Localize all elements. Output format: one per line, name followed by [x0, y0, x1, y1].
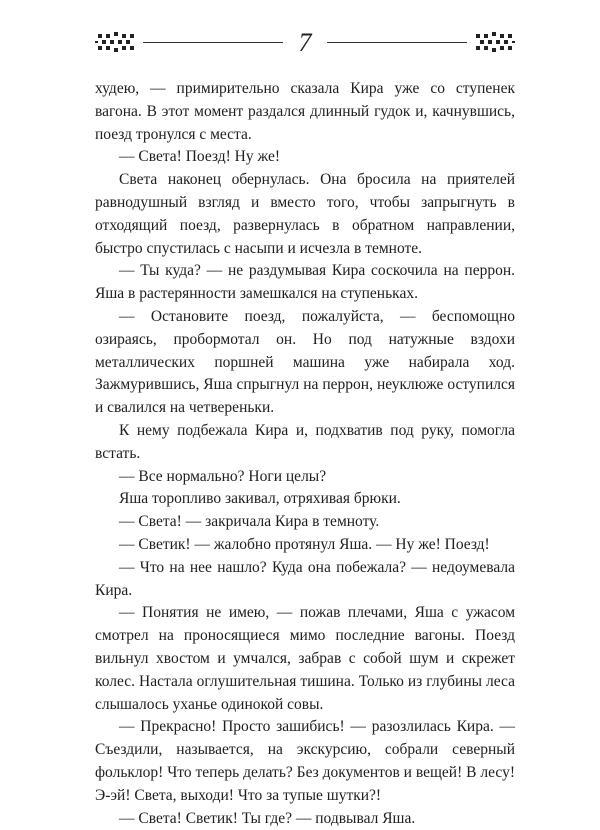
- paragraph: — Света! Светик! Ты где? — подвывал Яша.: [95, 808, 515, 830]
- page-header: [95, 26, 515, 60]
- paragraph: — Света! — закричала Кира в темноту.: [95, 511, 515, 534]
- page-body: [95, 78, 515, 830]
- paragraph: — Светик! — жалобно протянул Яша. — Ну же! Поезд!: [95, 534, 515, 557]
- header-rule-right: [327, 42, 467, 43]
- paragraph: худею, — примирительно сказала Кира уже со ступенек вагона. В этот момент раздался длинный гудок и, качнувшись, поезд тронулся с места.: [95, 78, 515, 146]
- paragraph: — Света! Поезд! Ну же!: [95, 146, 515, 169]
- paragraph: — Все нормально? Ноги целы?: [95, 466, 515, 489]
- folk-ornament-icon: [473, 28, 515, 58]
- paragraph: — Понятия не имею, — пожав плечами, Яша с ужасом смотрел на проносящиеся мимо последние вагоны. Поезд вильнул хвостом и умчался, забрав с собой шум и скрежет колес. Настала оглушительная тишина. Только из глубины леса слышалось уханье одинокой совы.: [95, 602, 515, 716]
- paragraph: — Остановите поезд, пожалуйста, — беспомощно озираясь, пробормотал он. Но под натужные вздохи металлических поршней машина уже набирала ход. Зажмурившись, Яша спрыгнул на перрон, неуклюже оступился и свалился на четвереньки.: [95, 306, 515, 420]
- paragraph: — Что на нее нашло? Куда она побежала? — недоумевала Кира.: [95, 557, 515, 603]
- folk-ornament-icon: [95, 28, 137, 58]
- paragraph: К нему подбежала Кира и, подхватив под руку, помогла встать.: [95, 420, 515, 466]
- paragraph: — Прекрасно! Просто зашибись! — разозлилась Кира. — Съездили, называется, на экскурсию, собрали северный фольклор! Что теперь делать? Без документов и вещей! В лесу! Э-эй! Света, выходи! Что за тупые шутки?!: [95, 716, 515, 807]
- page-number: 7: [283, 26, 327, 60]
- paragraph: — Ты куда? — не раздумывая Кира соскочила на перрон. Яша в растерянности замешкался на ступеньках.: [95, 260, 515, 306]
- paragraph: Света наконец обернулась. Она бросила на приятелей равнодушный взгляд и вместо того, чтобы запрыгнуть в отходящий поезд, развернулась в обратном направлении, быстро спустилась с насыпи и исчезла в темноте.: [95, 169, 515, 260]
- header-rule-left: [143, 42, 283, 43]
- paragraph: Яша торопливо закивал, отряхивая брюки.: [95, 488, 515, 511]
